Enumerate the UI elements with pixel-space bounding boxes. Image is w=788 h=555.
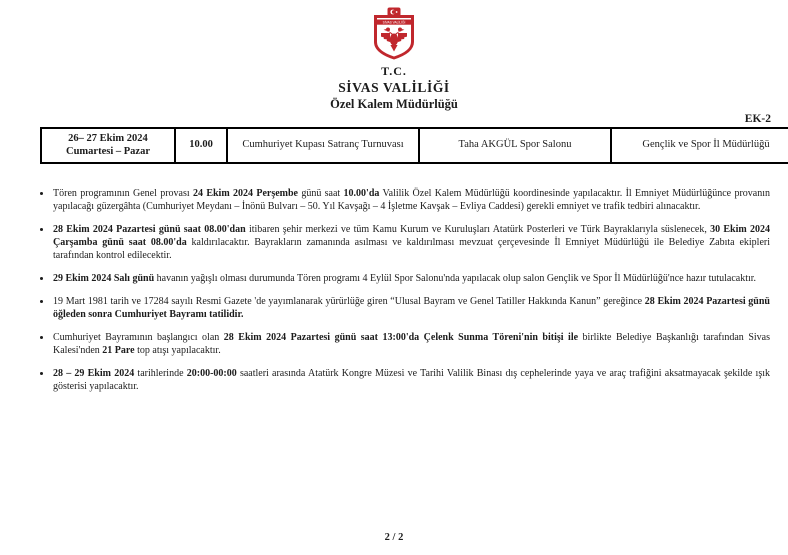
note-item: • 29 Ekim 2024 Salı günü havanın yağışlı olması durumunda Tören programı 4 Eylül Spor Salonu'nda yapılacak olup salon Gençlik ve Spor İl Müdürlüğü'nce hazır tutulacaktır.	[52, 272, 770, 285]
emblem-band-text: SİVAS VALİLİĞİ	[382, 20, 406, 25]
date-line1: 26– 27 Ekim 2024	[68, 133, 148, 144]
document-header	[0, 0, 788, 112]
note-item: • 19 Mart 1981 tarih ve 17284 sayılı Resmi Gazete 'de yayımlanarak yürürlüğe giren “Ulusal Bayram ve Genel Tatiller Hakkında Kanun” gereğince 28 Ekim 2024 Pazartesi günü öğleden sonra Cumhuriyet Bayramı tatilidir.	[52, 295, 770, 321]
event-schedule-table	[40, 127, 788, 164]
cell-date	[41, 128, 175, 163]
cell-organizer: Gençlik ve Spor İl Müdürlüğü	[611, 128, 788, 163]
note-item: • 28 Ekim 2024 Pazartesi günü saat 08.00'dan itibaren şehir merkezi ve tüm Kamu Kurum ve Kuruluşları Atatürk Posterleri ve Türk Bayraklarıyla süslenecek, 30 Ekim 2024 Çarşamba günü saat 08.00'da kaldırılacaktır. Bayrakların zamanında asılması ve kaldırılması mevzuat çerçevesinde İl Emniyet Müdürlüğü ile Belediye Zabıta ekipleri tarafından kontrol edilecektir.	[52, 223, 770, 262]
header-tc: T.C.	[381, 64, 407, 78]
cell-venue: Taha AKGÜL Spor Salonu	[419, 128, 611, 163]
note-item: • Cumhuriyet Bayramının başlangıcı olan 28 Ekim 2024 Pazartesi günü saat 13:00'da Çelenk Sunma Töreni'nin bitişi ile birlikte Belediye Başkanlığı tarafından Sivas Kalesi'nden 21 Pare top atışı yapılacaktır.	[52, 331, 770, 357]
header-governorship-title: SİVAS VALİLİĞİ	[338, 80, 450, 95]
annex-label: EK-2	[744, 113, 771, 125]
note-item: • 28 – 29 Ekim 2024 tarihlerinde 20:00-00:00 saatleri arasında Atatürk Kongre Müzesi ve Tarihi Valilik Binası dış cephelerinde yaya ve araç trafiğini aksatmayacak şekilde ışık gösterisi yapılacaktır.	[52, 367, 770, 393]
cell-time: 10.00	[175, 128, 227, 163]
page-number: 2 / 2	[384, 532, 404, 543]
table-row	[41, 128, 788, 163]
header-department-title: Özel Kalem Müdürlüğü	[330, 97, 458, 111]
sivas-valiligi-emblem-icon	[371, 7, 417, 61]
notes-list	[0, 187, 770, 393]
date-line2: Cumartesi – Pazar	[66, 145, 150, 157]
cell-event: Cumhuriyet Kupası Satranç Turnuvası	[227, 128, 419, 163]
note-item: • Tören programının Genel provası 24 Ekim 2024 Perşembe günü saat 10.00'da Valilik Özel Kalem Müdürlüğü koordinesinde yapılacaktır. İl Emniyet Müdürlüğünce provanın yapılacağı güzergâhta (Cumhuriyet Meydanı – İnönü Bulvarı – 50. Yıl Kavşağı – 4 İşletme Kavşak – Evliya Caddesi) gerekli emniyet ve trafik tedbiri alınacaktır.	[52, 187, 770, 213]
